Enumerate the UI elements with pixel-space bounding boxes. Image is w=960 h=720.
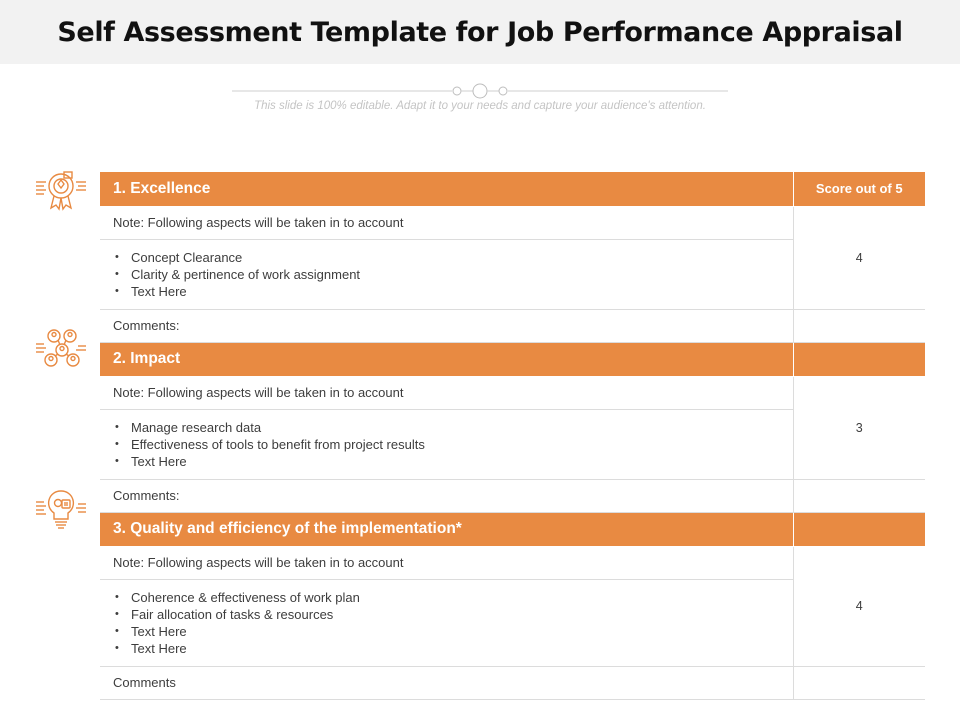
list-item: • Concept Clearance [113,249,780,266]
note-text: Note: Following aspects will be taken in to account [100,206,793,239]
section-heading: 3. Quality and efficiency of the implementation* [100,512,793,546]
comments-field[interactable]: Comments [100,666,793,699]
criteria-cell [100,239,793,309]
criteria-cell [100,409,793,479]
score-value[interactable]: 4 [793,206,925,309]
empty-cell [793,309,925,342]
comments-row [100,666,925,699]
list-item: • Coherence & effectiveness of work plan [113,589,780,606]
list-item: • Text Here [113,283,780,300]
header-empty-cell [793,512,925,546]
lightbulb-gear-icon [34,488,88,532]
criteria-list [113,240,780,309]
list-item: • Text Here [113,453,780,470]
comments-row [100,479,925,512]
network-people-icon [34,326,88,370]
list-item: • Fair allocation of tasks & resources [113,606,780,623]
list-item: • Clarity & pertinence of work assignment [113,266,780,283]
award-badge-icon [34,168,88,212]
note-row [100,546,925,579]
empty-cell [793,666,925,699]
title-bar [0,0,960,64]
section-heading: 2. Impact [100,342,793,376]
assessment-table [100,172,925,700]
score-value[interactable]: 3 [793,376,925,479]
comments-row [100,309,925,342]
note-text: Note: Following aspects will be taken in to account [100,376,793,409]
list-item: • Text Here [113,623,780,640]
criteria-cell [100,579,793,666]
header-empty-cell [793,342,925,376]
criteria-list [113,580,780,666]
section-heading: 1. Excellence [100,172,793,206]
list-item: • Manage research data [113,419,780,436]
section-header-row [100,512,925,546]
page-title: Self Assessment Template for Job Performance Appraisal [57,16,903,48]
note-text: Note: Following aspects will be taken in to account [100,546,793,579]
section-header-row [100,342,925,376]
comments-field[interactable]: Comments: [100,479,793,512]
list-item: • Effectiveness of tools to benefit from project results [113,436,780,453]
score-value[interactable]: 4 [793,546,925,666]
note-row [100,206,925,239]
list-item: • Text Here [113,640,780,657]
note-row [100,376,925,409]
subtitle: This slide is 100% editable. Adapt it to your needs and capture your audience's attention. [254,100,706,112]
score-column-header: Score out of 5 [793,172,925,206]
empty-cell [793,479,925,512]
section-header-row [100,172,925,206]
decorative-divider [232,82,728,100]
criteria-list [113,410,780,479]
comments-field[interactable]: Comments: [100,309,793,342]
